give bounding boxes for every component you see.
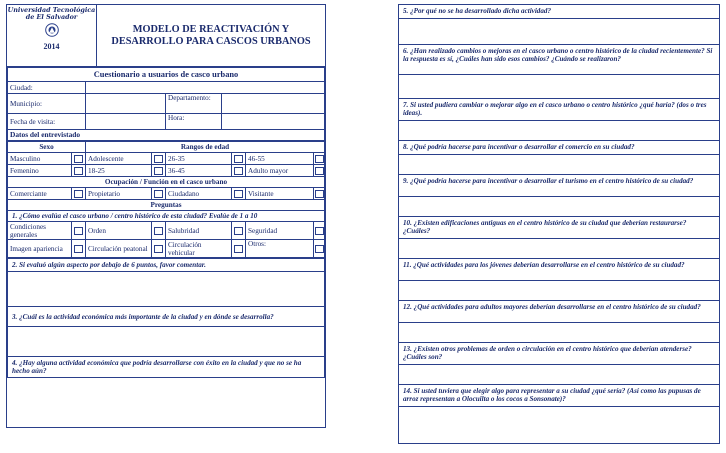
pedestrian-circulation-label: Circulación peatonal	[86, 240, 152, 258]
answer-9[interactable]	[399, 197, 719, 217]
respondent-data-heading: Datos del entrevistado	[8, 130, 325, 141]
question-12: 12. ¿Qué actividades para adultos mayores deberían desarrollarse en el centro histórico de su ciudad?	[399, 301, 719, 323]
adolescent-checkbox[interactable]	[154, 155, 163, 163]
age-36-45-checkbox[interactable]	[234, 167, 243, 175]
page-title: MODELO DE REACTIVACIÓN Y DESARROLLO PARA CASCOS URBANOS	[111, 23, 311, 47]
municipality-label: Municipio:	[8, 94, 86, 114]
questionnaire-page-1	[6, 4, 326, 428]
question-14: 14. Si usted tuviera que elegir algo para representar a su ciudad ¿qué sería? (Así como las pupusas de arroz representan a Olocuilta o los cocos a Sonsonate)?	[399, 385, 719, 407]
answer-8[interactable]	[399, 155, 719, 175]
question-5: 5. ¿Por qué no se ha desarrollado dicha actividad?	[399, 5, 719, 19]
city-field[interactable]	[86, 82, 325, 94]
general-conditions-score[interactable]	[74, 227, 83, 235]
male-checkbox[interactable]	[74, 155, 83, 163]
security-score[interactable]	[315, 227, 324, 235]
adolescent-label: Adolescente	[86, 153, 152, 165]
questionnaire-page-2	[398, 4, 720, 444]
answer-2[interactable]	[8, 272, 325, 307]
merchant-checkbox[interactable]	[74, 190, 83, 198]
order-score[interactable]	[154, 227, 163, 235]
time-field[interactable]	[222, 114, 325, 130]
question-13: 13. ¿Existen otros problemas de orden o circulación en el centro histórico que deberían atenderse? ¿Cuáles son?	[399, 343, 719, 365]
pedestrian-circulation-score[interactable]	[154, 245, 163, 253]
female-label: Femenino	[8, 165, 72, 177]
age-range-heading: Rangos de edad	[86, 142, 325, 153]
vehicular-circulation-score[interactable]	[234, 245, 243, 253]
owner-label: Propietario	[86, 188, 152, 200]
female-checkbox[interactable]	[74, 167, 83, 175]
form-year: 2014	[43, 42, 60, 52]
visitor-checkbox[interactable]	[315, 190, 324, 198]
open-questions-table	[7, 258, 325, 378]
citizen-checkbox[interactable]	[234, 190, 243, 198]
question-1: 1. ¿Cómo evalúa el casco urbano / centro histórico de esta ciudad? Evalúe de 1 a 10	[8, 211, 325, 222]
others-score[interactable]	[315, 245, 324, 253]
visit-date-field[interactable]	[86, 114, 166, 130]
age-18-25-checkbox[interactable]	[154, 167, 163, 175]
municipality-field[interactable]	[86, 94, 166, 114]
answer-14[interactable]	[399, 407, 719, 443]
department-label: Departamento:	[166, 94, 222, 114]
citizen-label: Ciudadano	[166, 188, 232, 200]
question-10: 10. ¿Existen edificaciones antiguas en el centro histórico de su ciudad que deberían restaurarse? ¿Cuáles?	[399, 217, 719, 239]
others-label: Otros:	[246, 240, 314, 258]
age-26-35-label: 26-35	[166, 153, 232, 165]
answer-10[interactable]	[399, 239, 719, 259]
age-46-55-label: 46-55	[246, 153, 314, 165]
question-9: 9. ¿Qué podría hacerse para incentivar o desarrollar el turismo en el centro histórico de su ciudad?	[399, 175, 719, 197]
questions-heading: Preguntas	[8, 200, 325, 211]
form-header	[7, 5, 325, 67]
university-name: Universidad Tecnológica de El Salvador	[7, 6, 96, 21]
age-18-25-label: 18-25	[86, 165, 152, 177]
answer-5[interactable]	[399, 19, 719, 45]
owner-checkbox[interactable]	[154, 190, 163, 198]
order-label: Orden	[86, 222, 152, 240]
answer-3[interactable]	[8, 327, 325, 357]
question-4: 4. ¿Hay alguna actividad económica que podría desarrollarse con éxito en la ciudad y que no se ha hecho aún?	[8, 357, 325, 378]
time-label: Hora:	[166, 114, 222, 130]
question-3: 3. ¿Cuál es la actividad económica más importante de la ciudad y en dónde se desarrolla?	[8, 307, 325, 327]
senior-label: Adulto mayor	[246, 165, 314, 177]
vehicular-circulation-label: Circulación vehicular	[166, 240, 232, 258]
identification-table	[7, 67, 325, 141]
security-label: Seguridad	[246, 222, 314, 240]
visit-date-label: Fecha de visita:	[8, 114, 86, 130]
image-label: Imagen apariencia	[8, 240, 72, 258]
age-36-45-label: 36-45	[166, 165, 232, 177]
answer-7[interactable]	[399, 121, 719, 141]
university-seal-icon	[45, 23, 59, 37]
age-46-55-checkbox[interactable]	[315, 155, 324, 163]
health-score[interactable]	[234, 227, 243, 235]
answer-11[interactable]	[399, 281, 719, 301]
question-2: 2. Si evaluó algún aspecto por debajo de 6 puntos, favor comentar.	[8, 259, 325, 272]
answer-6[interactable]	[399, 75, 719, 99]
visitor-label: Visitante	[246, 188, 314, 200]
city-label: Ciudad:	[8, 82, 86, 94]
occupation-heading: Ocupación / Función en el casco urbano	[8, 177, 325, 188]
answer-12[interactable]	[399, 323, 719, 343]
image-score[interactable]	[74, 245, 83, 253]
sex-heading: Sexo	[8, 142, 86, 153]
general-conditions-label: Condiciones generales	[8, 222, 72, 240]
question-11: 11. ¿Qué actividades para los jóvenes deberían desarrollarse en el centro histórico de su ciudad?	[399, 259, 719, 281]
question-6: 6. ¿Han realizado cambios o mejoras en el casco urbano o centro histórico de la ciudad recientemente? Si la respuesta es sí, ¿Cuáles han sido esos cambios? ¿Cuándo se realizaron?	[399, 45, 719, 75]
question-7: 7. Si usted pudiera cambiar o mejorar algo en el casco urbano o centro histórico ¿qué haría? (dos o tres ideas).	[399, 99, 719, 121]
department-field[interactable]	[222, 94, 325, 114]
answer-13[interactable]	[399, 365, 719, 385]
senior-checkbox[interactable]	[315, 167, 324, 175]
demographics-table	[7, 141, 325, 258]
questionnaire-title: Cuestionario a usuarios de casco urbano	[8, 68, 325, 82]
merchant-label: Comerciante	[8, 188, 72, 200]
question-8: 8. ¿Qué podría hacerse para incentivar o desarrollar el comercio en su ciudad?	[399, 141, 719, 155]
university-logo	[7, 5, 97, 66]
male-label: Masculino	[8, 153, 72, 165]
health-label: Salubridad	[166, 222, 232, 240]
age-26-35-checkbox[interactable]	[234, 155, 243, 163]
